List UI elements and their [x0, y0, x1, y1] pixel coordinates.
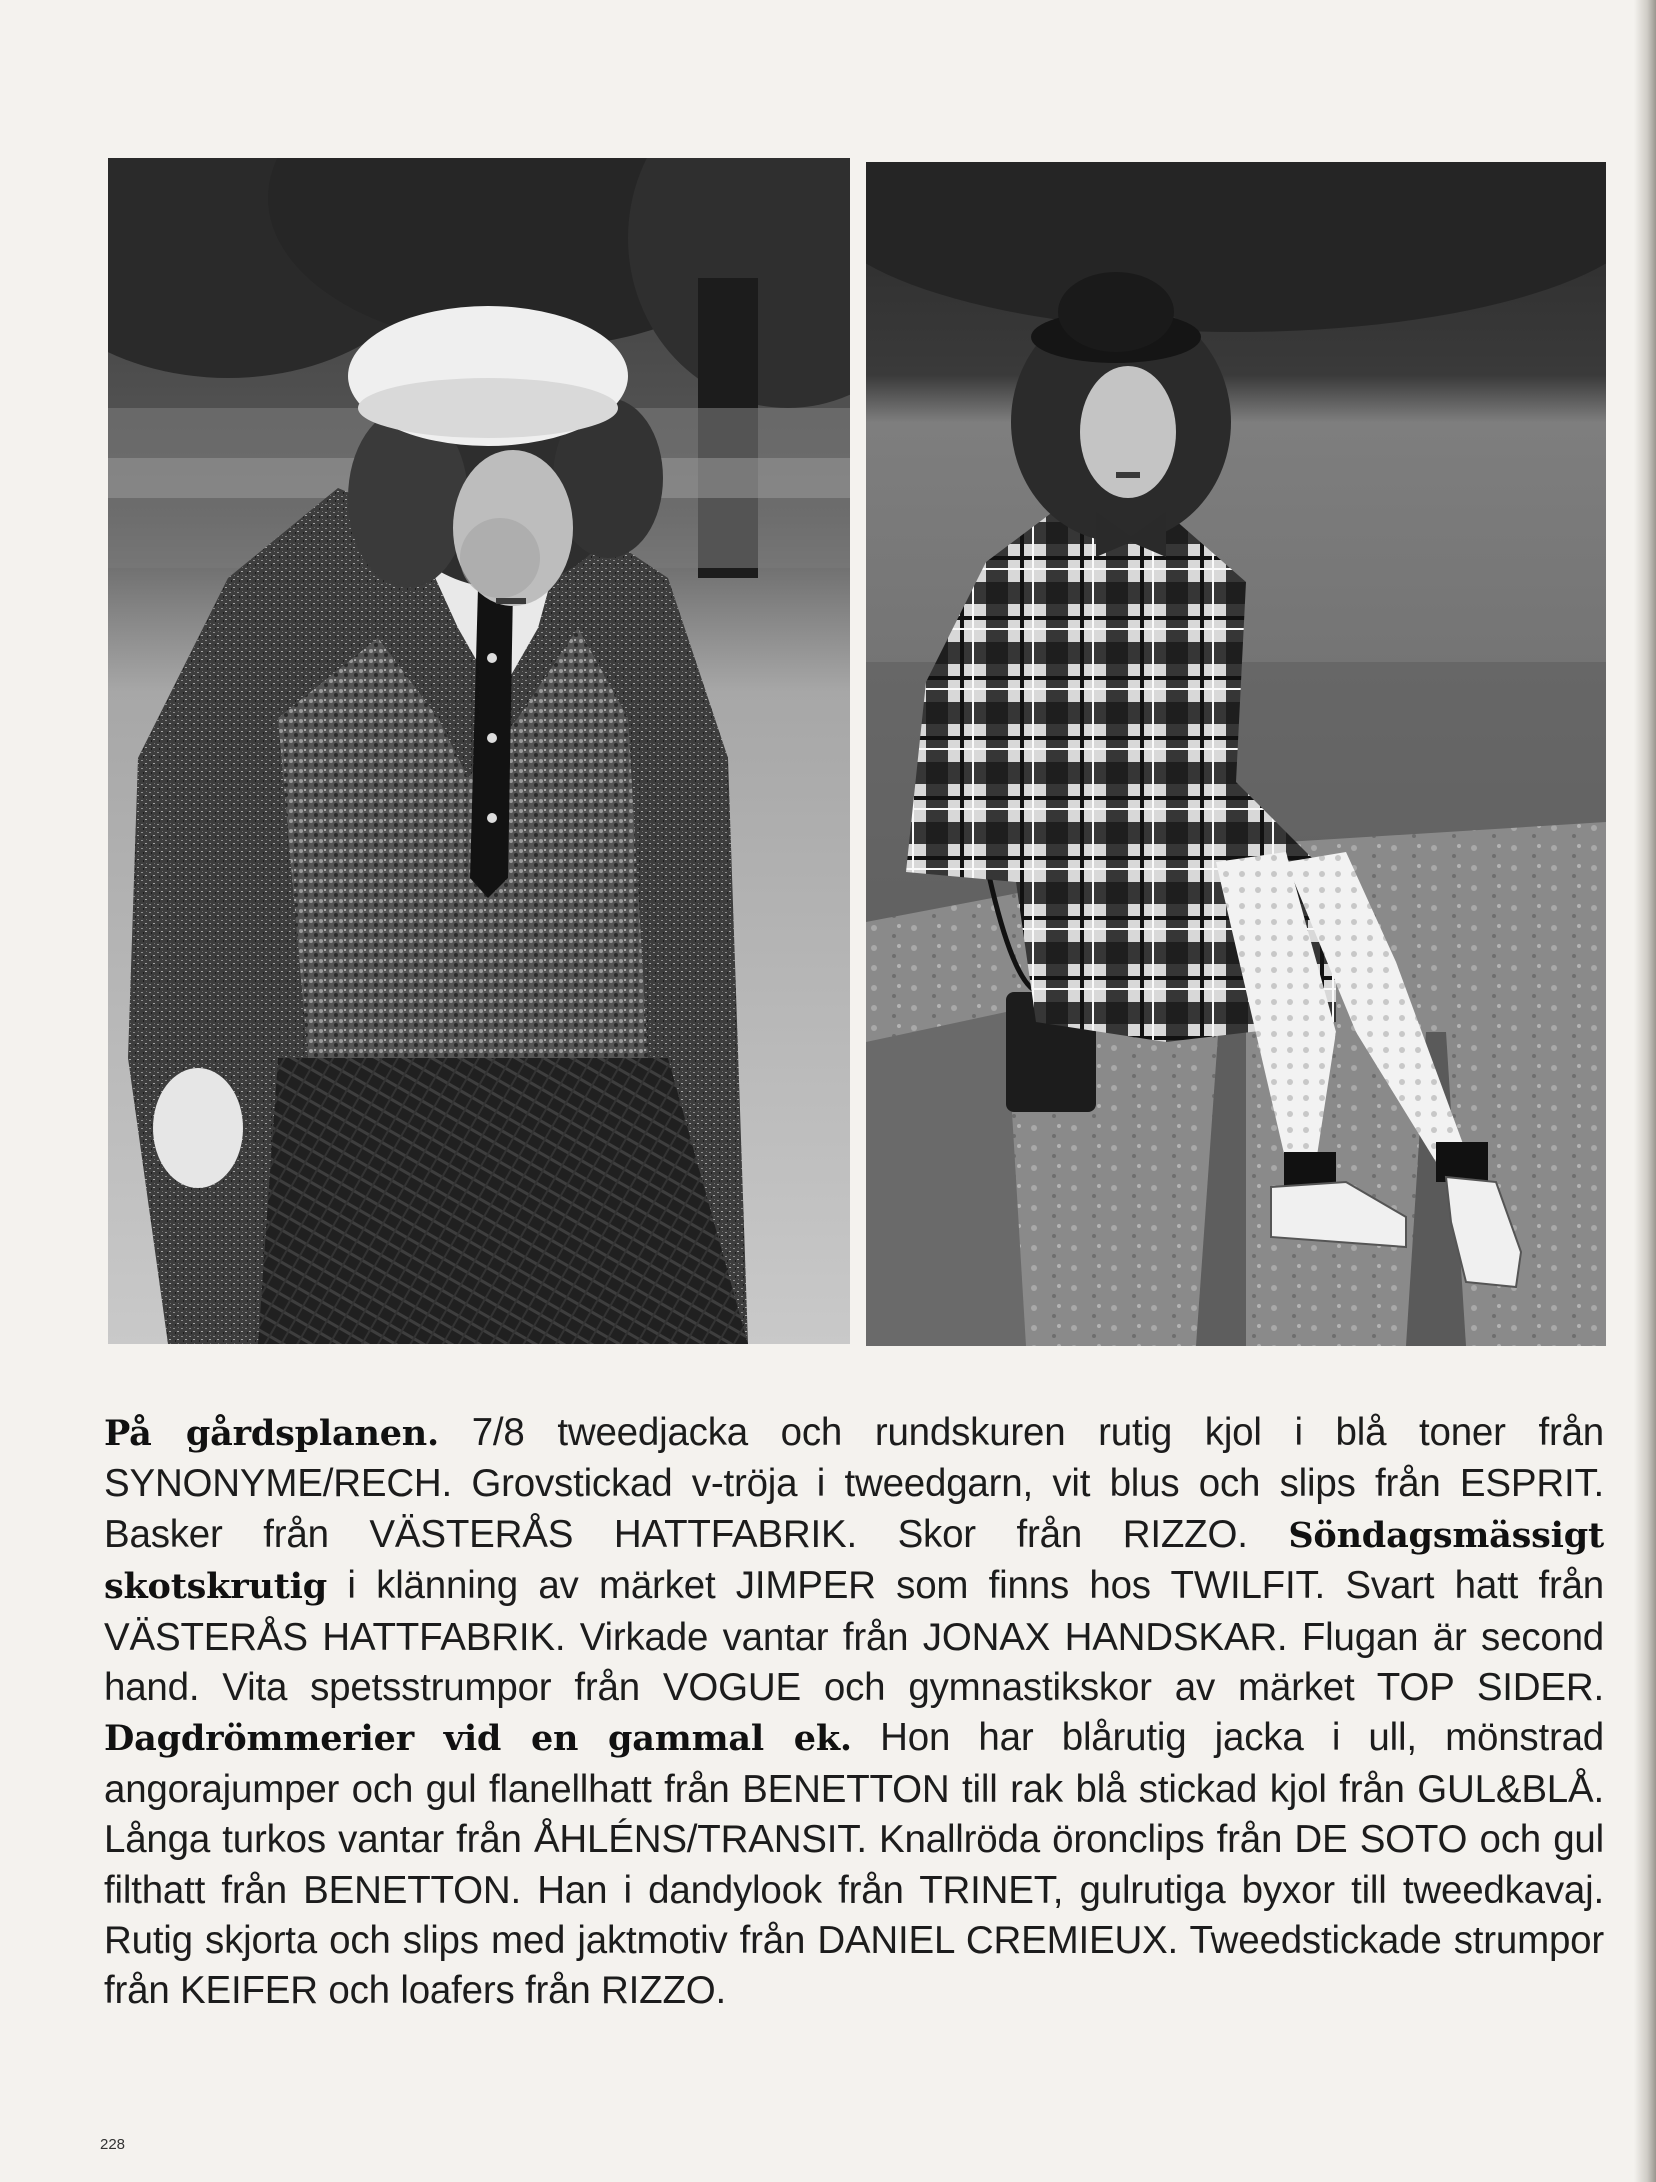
- photo-woman-in-plaid-dress: [866, 162, 1606, 1346]
- photo-woman-in-beret: [108, 158, 850, 1344]
- photo-woman-in-beret-image: [108, 158, 850, 1344]
- caption-text-sondagsmassigt: i klänning av märket JIMPER som finns hos TWILFIT. Svart hatt från VÄSTERÅS HATTFABRIK. Virkade vantar från JONAX HANDSKAR. Flugan är second hand. Vita spetsstrumpor från VOGUE och gymnastikskor av märket TOP SIDER.: [104, 1564, 1604, 1710]
- caption-heading-sondagsmassigt: Söndagsmässigt skotskrutig: [104, 1514, 1604, 1608]
- page-edge-shadow: [1634, 0, 1656, 2182]
- photo-woman-in-plaid-dress-image: [866, 162, 1606, 1346]
- fashion-caption: [104, 1408, 1604, 2017]
- caption-heading-dagdrommerier: Dagdrömmerier vid en gammal ek.: [104, 1718, 852, 1760]
- caption-text-gardsplanen: 7/8 tweedjacka och rundskuren rutig kjol i blå toner från SYNONYME/RECH. Grovstickad v-tröja i tweedgarn, vit blus och slips från ESPRIT. Basker från VÄSTERÅS HATTFABRIK. Skor från RIZZO.: [104, 1411, 1604, 1556]
- caption-text-dagdrommerier: Hon har blårutig jacka i ull, mönstrad angorajumper och gul flanellhatt från BENETTON till rak blå stickad kjol från GUL&BLÅ. Långa turkos vantar från ÅHLÉNS/TRANSIT. Knallröda öronclips från DE SOTO och gul filthatt från BENETTON. Han i dandylook från TRINET, gulrutiga byxor till tweedkavaj. Rutig skjorta och slips med jaktmotiv från DANIEL CREMIEUX. Tweedstickade strumpor från KEIFER och loafers från RIZZO.: [104, 1716, 1604, 2013]
- page-number: 228: [100, 2136, 126, 2153]
- caption-heading-gardsplanen: På gårdsplanen.: [104, 1413, 440, 1454]
